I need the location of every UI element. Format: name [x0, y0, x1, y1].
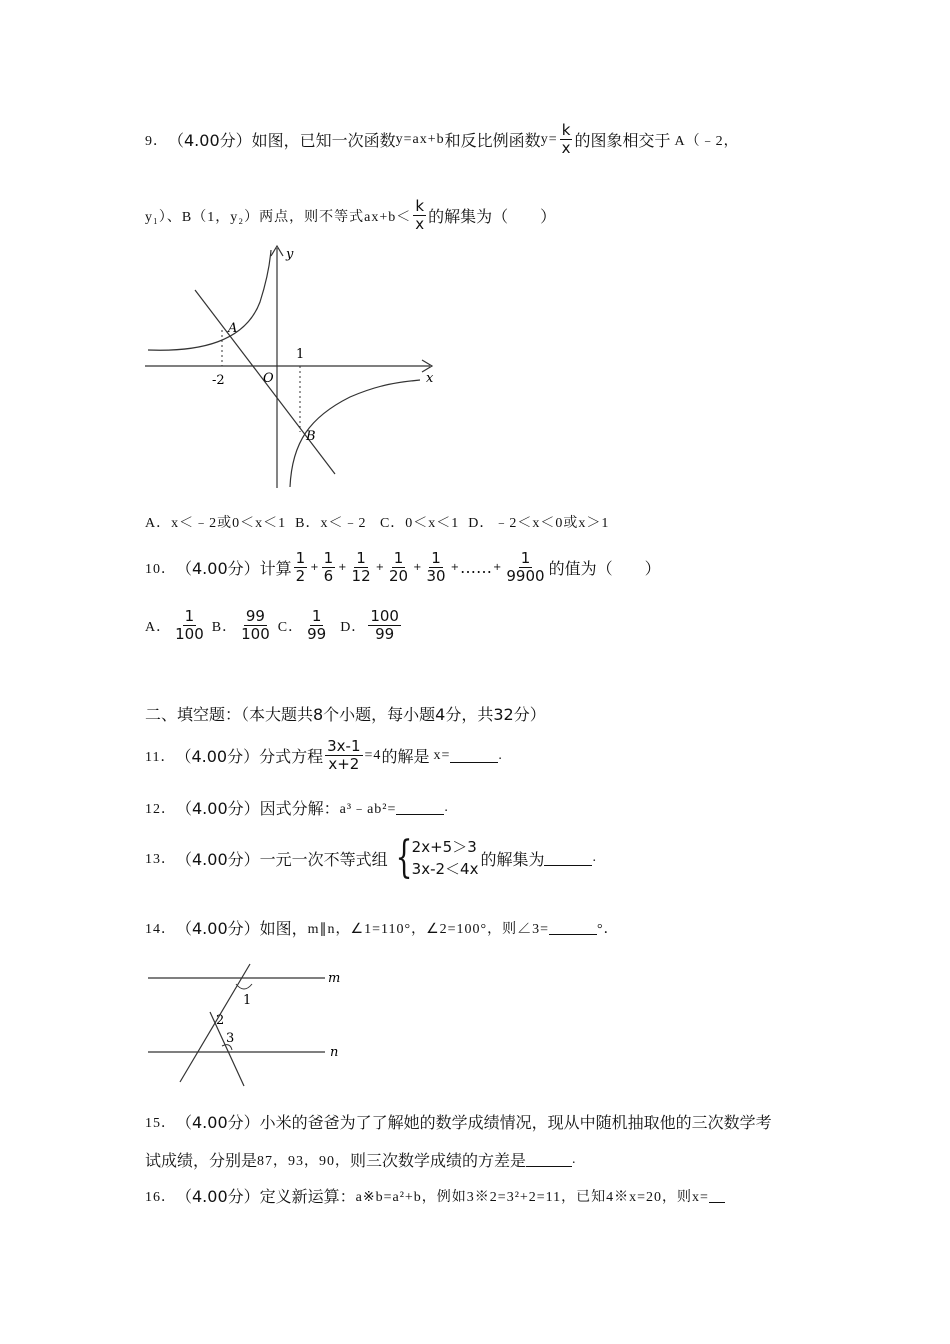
q10-opt-d-frac: $\frac{100}{99}$	[370, 607, 399, 643]
q9-k-over-x-2: $\frac{k}{x}$	[415, 197, 425, 233]
q11-line	[145, 738, 503, 773]
q10-plus: +	[375, 562, 385, 573]
label-n: n	[330, 1045, 339, 1060]
q15-line1	[145, 1110, 772, 1133]
q10-frac-5: $\frac{1}{30}$	[426, 549, 446, 585]
q9-text3: 的图象相交于	[574, 131, 671, 150]
q12-answer-blank[interactable]	[396, 800, 444, 815]
q10-text2: 的值为（ ）	[548, 559, 661, 578]
q12-number: 12．	[145, 801, 176, 817]
q9-line1	[145, 122, 739, 157]
q15-number: 15．	[145, 1115, 176, 1131]
q13-number: 13．	[145, 852, 176, 867]
label-m: m	[328, 971, 341, 986]
q16-number: 16．	[145, 1189, 176, 1205]
q16-expr: a※b=a²+b，例如3※2=3²+2=11，已知4※x=20，则x=	[355, 1189, 709, 1205]
q16-text1: 定义新运算：	[259, 1187, 356, 1206]
q9-inequality: ax+b＜	[364, 209, 412, 225]
label-point-a: A	[228, 321, 238, 336]
q13-end: .	[592, 850, 597, 865]
q9-text5: 的解集为（ ）	[428, 207, 557, 226]
q16-score: （4.00分）	[176, 1187, 260, 1206]
q11-text1: 分式方程	[259, 747, 324, 766]
q12-score: （4.00分）	[176, 799, 260, 818]
q14-answer-blank[interactable]	[549, 920, 597, 935]
q10-dots: ……	[459, 558, 492, 577]
q14-expr: m∥n，∠1=110°，∠2=100°，则∠3=	[307, 921, 550, 937]
q9-options-text: A．x＜﹣2或0＜x＜1 B．x＜﹣2 C．0＜x＜1 D．﹣2＜x＜0或x＞1	[145, 516, 610, 531]
q13-text1: 一元一次不等式组	[259, 849, 388, 869]
q13-text2: 的解集为	[480, 849, 545, 869]
q11-x: x=	[433, 747, 451, 763]
q16-line	[145, 1184, 725, 1207]
q14-line	[145, 916, 619, 939]
q15-line2	[145, 1148, 577, 1171]
q10-frac-3: $\frac{1}{12}$	[351, 549, 371, 585]
q10-plus: +	[492, 562, 502, 573]
q11-fraction: $\frac{3x-1}{x+2}$	[327, 737, 361, 773]
q14-parallel-lines-figure	[140, 962, 360, 1092]
q14-score: （4.00分）	[176, 919, 260, 938]
q11-eq: =4	[364, 747, 382, 763]
q10-plus: +	[310, 562, 319, 573]
q10-score: （4.00分）	[176, 559, 260, 578]
q15-answer-blank[interactable]	[526, 1152, 572, 1167]
q12-line	[145, 796, 449, 819]
q11-score: （4.00分）	[175, 747, 260, 766]
q10-opt-c-frac: $\frac{1}{99}$	[307, 607, 327, 643]
q11-number: 11．	[145, 749, 176, 765]
q15-text2b: 则三次数学成绩的方差是	[350, 1151, 527, 1170]
q9-score: （4.00分）	[168, 131, 252, 150]
q11-text3: 的解是	[381, 747, 430, 766]
q13-score: （4.00分）	[176, 849, 260, 869]
q10-frac-2: $\frac{1}{6}$	[323, 549, 334, 585]
q10-frac-4: $\frac{1}{20}$	[389, 549, 409, 585]
q9-inverse-func: y=	[540, 131, 558, 147]
label-angle-2: 2	[216, 1013, 225, 1028]
q12-expr: a³﹣ab²=	[339, 801, 397, 817]
q15-text2a: 试成绩，分别是	[145, 1151, 258, 1170]
q9-point-a: A（﹣2，	[674, 133, 739, 149]
label-angle-1: 1	[243, 993, 252, 1008]
label-point-b: B	[306, 429, 316, 444]
q9-text2: 和反比例函数	[444, 131, 541, 150]
q10-line	[145, 550, 661, 585]
q9-text1: 如图，已知一次函数	[251, 131, 396, 150]
label-1: 1	[296, 347, 305, 362]
q10-text1: 计算	[259, 559, 292, 578]
q13-line	[145, 832, 597, 883]
q10-opt-d-label: D．	[340, 619, 367, 635]
q10-plus: +	[450, 562, 459, 573]
label-origin: O	[263, 371, 274, 386]
q13-row2: 3x-2＜4x	[411, 860, 479, 878]
q15-text1: 小米的爸爸为了了解她的数学成绩情况，现从中随机抽取他的三次数学考	[259, 1113, 772, 1132]
section2-heading	[145, 702, 546, 725]
q10-options	[145, 608, 403, 643]
q9-points: y₁）、B（1，y₂）两点，则不等式	[145, 209, 365, 225]
q10-plus: +	[413, 562, 422, 573]
q9-options	[145, 512, 609, 532]
q9-number: 9．	[145, 133, 168, 149]
q16-answer-blank[interactable]	[709, 1188, 725, 1203]
q13-brace: {	[395, 832, 413, 883]
q13-row1: 2x+5＞3	[411, 838, 477, 856]
hyperbola-upper-left	[148, 250, 271, 350]
q10-frac-1: $\frac{1}{2}$	[295, 549, 306, 585]
q10-opt-b-label: B．	[211, 619, 238, 635]
label-y: y	[286, 247, 294, 262]
q12-text1: 因式分解：	[259, 799, 340, 818]
q10-opt-a-label: A．	[145, 619, 172, 635]
q14-end: °．	[597, 921, 619, 937]
label-minus2: -2	[212, 373, 225, 388]
q10-opt-a-frac: $\frac{1}{100}$	[175, 607, 204, 643]
q12-end: .	[444, 799, 449, 815]
q15-end: .	[572, 1151, 577, 1167]
q10-opt-b-frac: $\frac{99}{100}$	[241, 607, 270, 643]
q9-line2	[145, 198, 556, 233]
q10-frac-last: $\frac{1}{9900}$	[506, 549, 545, 585]
label-angle-3: 3	[226, 1031, 235, 1046]
section2-title: 二、填空题：（本大题共8个小题，每小题4分，共32分）	[145, 705, 546, 724]
q11-answer-blank[interactable]	[450, 748, 498, 763]
q13-inequality-system	[390, 832, 479, 883]
label-x: x	[426, 371, 434, 386]
q9-function-graph	[140, 242, 440, 492]
q9-k-over-x: $\frac{k}{x}$	[561, 121, 571, 157]
q14-number: 14．	[145, 921, 176, 937]
q10-number: 10．	[145, 561, 176, 577]
q14-text1: 如图，	[259, 919, 308, 938]
q9-linear-func: y=ax+b	[395, 131, 445, 147]
angle-1-arc	[236, 984, 252, 989]
q15-score: （4.00分）	[176, 1113, 260, 1132]
q11-end: .	[498, 747, 503, 763]
q15-values: 87，93，90，	[257, 1153, 351, 1169]
q13-answer-blank[interactable]	[544, 851, 592, 866]
q10-opt-c-label: C．	[277, 619, 304, 635]
q10-plus: +	[338, 562, 347, 573]
